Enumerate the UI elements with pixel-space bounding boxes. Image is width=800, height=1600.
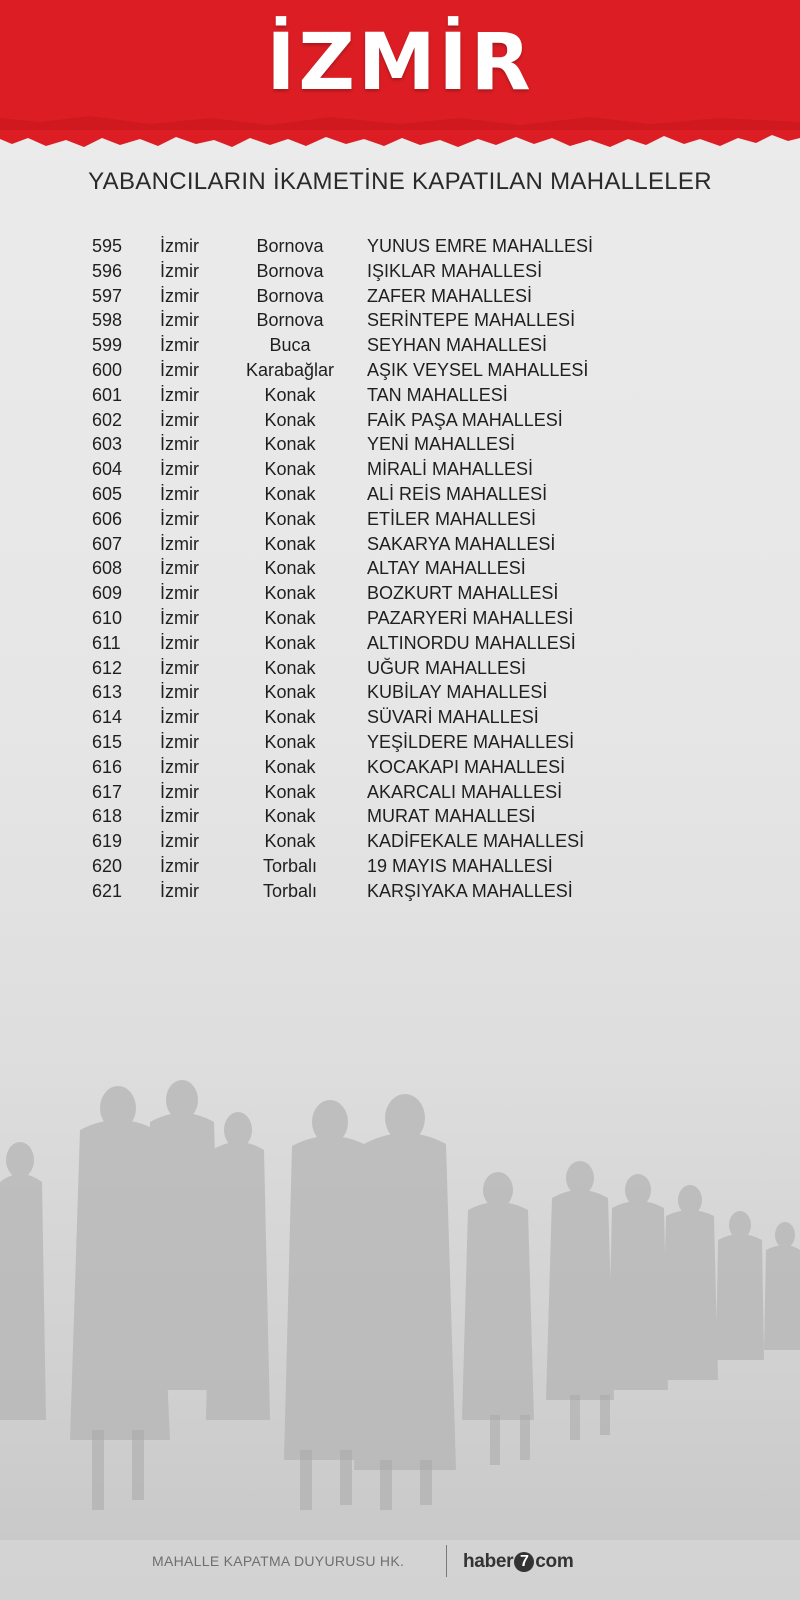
row-district: Konak [264, 434, 316, 455]
table-row [0, 284, 800, 309]
row-number: 599 [92, 335, 123, 356]
row-city: İzmir [160, 558, 199, 579]
crowd-photo-icon [0, 1060, 800, 1540]
table-row [0, 780, 800, 805]
row-district: Konak [264, 781, 316, 802]
row-city: İzmir [160, 335, 199, 356]
row-number: 615 [92, 731, 123, 752]
row-city: İzmir [160, 236, 199, 256]
row-number: 620 [92, 855, 123, 876]
header-banner [0, 0, 800, 160]
row-city: İzmir [160, 657, 199, 678]
row-district: Bornova [256, 260, 324, 281]
row-city: İzmir [160, 607, 199, 628]
row-neighborhood: BOZKURT MAHALLESİ [367, 583, 559, 604]
row-number: 604 [92, 459, 123, 480]
row-district: Konak [264, 682, 316, 703]
brand-logo-suffix: com [535, 1551, 574, 1572]
row-neighborhood: ALTAY MAHALLESİ [367, 558, 526, 579]
row-city: İzmir [160, 285, 199, 306]
row-neighborhood: KUBİLAY MAHALLESİ [367, 682, 548, 703]
row-district: Konak [264, 483, 316, 504]
row-district: Konak [264, 533, 316, 554]
row-number: 596 [92, 260, 123, 281]
table-row [0, 755, 800, 780]
row-district: Konak [264, 583, 316, 604]
row-city: İzmir [160, 409, 199, 430]
row-number: 607 [92, 533, 123, 554]
row-neighborhood: YEŞİLDERE MAHALLESİ [367, 731, 575, 752]
row-neighborhood: SAKARYA MAHALLESİ [367, 533, 556, 554]
table-row [0, 308, 800, 333]
row-number: 619 [92, 831, 123, 852]
row-city: İzmir [160, 310, 199, 331]
row-neighborhood: SÜVARİ MAHALLESİ [367, 707, 539, 728]
page-subtitle: YABANCILARIN İKAMETİNE KAPATILAN MAHALLELER [88, 168, 712, 195]
row-number: 608 [92, 558, 123, 579]
row-number: 598 [92, 310, 123, 331]
row-number: 616 [92, 756, 123, 777]
row-district: Konak [264, 731, 316, 752]
row-district: Bornova [256, 236, 324, 256]
table-row [0, 680, 800, 705]
table-row [0, 606, 800, 631]
brand-logo-digit: 7 [514, 1552, 534, 1572]
row-district: Torbalı [262, 880, 318, 901]
row-city: İzmir [160, 682, 199, 703]
row-neighborhood: KARŞIYAKA MAHALLESİ [367, 880, 573, 901]
brand-logo [463, 1551, 573, 1573]
row-number: 603 [92, 434, 123, 455]
table-row [0, 259, 800, 284]
row-city: İzmir [160, 434, 199, 455]
table-row [0, 581, 800, 606]
row-neighborhood: ALİ REİS MAHALLESİ [367, 483, 548, 504]
row-district: Konak [264, 806, 316, 827]
row-neighborhood: PAZARYERİ MAHALLESİ [367, 607, 574, 628]
row-number: 606 [92, 508, 123, 529]
row-city: İzmir [160, 459, 199, 480]
row-neighborhood: UĞUR MAHALLESİ [367, 657, 527, 678]
row-city: İzmir [160, 707, 199, 728]
row-neighborhood: IŞIKLAR MAHALLESİ [367, 260, 543, 281]
row-district: Konak [264, 508, 316, 529]
table-row [0, 532, 800, 557]
row-city: İzmir [160, 880, 199, 901]
table-row [0, 730, 800, 755]
row-number: 617 [92, 781, 123, 802]
row-number: 595 [92, 236, 123, 256]
row-neighborhood: TAN MAHALLESİ [367, 384, 508, 405]
row-city: İzmir [160, 632, 199, 653]
row-city: İzmir [160, 260, 199, 281]
table-row [0, 854, 800, 879]
row-neighborhood: ETİLER MAHALLESİ [367, 508, 537, 529]
row-number: 613 [92, 682, 123, 703]
table-row [0, 631, 800, 656]
row-neighborhood: ZAFER MAHALLESİ [367, 285, 533, 306]
row-city: İzmir [160, 483, 199, 504]
row-neighborhood: MURAT MAHALLESİ [367, 806, 536, 827]
row-number: 609 [92, 583, 123, 604]
table-row [0, 482, 800, 507]
row-district: Konak [264, 409, 316, 430]
row-number: 602 [92, 409, 123, 430]
row-district: Bornova [256, 285, 324, 306]
table-row [0, 457, 800, 482]
table-row [0, 408, 800, 433]
row-city: İzmir [160, 756, 199, 777]
city-title: İZMİR [266, 18, 534, 108]
row-city: İzmir [160, 359, 199, 380]
row-neighborhood: AŞIK VEYSEL MAHALLESİ [367, 359, 589, 380]
row-district: Konak [264, 831, 316, 852]
row-district: Konak [264, 607, 316, 628]
row-city: İzmir [160, 781, 199, 802]
row-district: Konak [264, 657, 316, 678]
row-neighborhood: KOCAKAPI MAHALLESİ [367, 756, 566, 777]
row-district: Konak [264, 384, 316, 405]
table-row [0, 656, 800, 681]
row-neighborhood: YENİ MAHALLESİ [367, 434, 516, 455]
table-row [0, 432, 800, 457]
footer-divider [446, 1545, 447, 1577]
row-neighborhood: FAİK PAŞA MAHALLESİ [367, 409, 563, 430]
row-number: 614 [92, 707, 123, 728]
table-row [0, 705, 800, 730]
table-row [0, 556, 800, 581]
row-city: İzmir [160, 855, 199, 876]
row-number: 621 [92, 880, 123, 901]
row-neighborhood: ALTINORDU MAHALLESİ [367, 632, 576, 653]
table-row [0, 333, 800, 358]
row-number: 605 [92, 483, 123, 504]
row-city: İzmir [160, 806, 199, 827]
row-number: 610 [92, 607, 123, 628]
table-row [0, 804, 800, 829]
row-district: Konak [264, 558, 316, 579]
row-district: Bornova [256, 310, 324, 331]
row-number: 600 [92, 359, 123, 380]
row-number: 597 [92, 285, 123, 306]
row-number: 611 [92, 632, 121, 653]
footer-caption: MAHALLE KAPATMA DUYURUSU HK. [152, 1553, 405, 1569]
row-neighborhood: SERİNTEPE MAHALLESİ [367, 310, 576, 331]
table-row [0, 829, 800, 854]
row-neighborhood: YUNUS EMRE MAHALLESİ [367, 236, 594, 256]
row-city: İzmir [160, 583, 199, 604]
row-city: İzmir [160, 508, 199, 529]
table-row [0, 383, 800, 408]
table-row [0, 879, 800, 904]
row-district: Konak [264, 459, 316, 480]
row-district: Konak [264, 756, 316, 777]
row-city: İzmir [160, 731, 199, 752]
row-neighborhood: AKARCALI MAHALLESİ [367, 781, 563, 802]
row-district: Karabağlar [245, 359, 335, 380]
row-district: Buca [269, 335, 311, 356]
row-number: 612 [92, 657, 123, 678]
table-row [0, 234, 800, 259]
table-row [0, 507, 800, 532]
table-row [0, 358, 800, 383]
row-neighborhood: KADİFEKALE MAHALLESİ [367, 831, 585, 852]
row-number: 601 [92, 384, 123, 405]
row-district: Torbalı [262, 855, 318, 876]
neighborhood-table [0, 234, 800, 904]
row-city: İzmir [160, 831, 199, 852]
row-city: İzmir [160, 533, 199, 554]
row-number: 618 [92, 806, 123, 827]
row-neighborhood: MİRALİ MAHALLESİ [367, 459, 534, 480]
row-city: İzmir [160, 384, 199, 405]
row-district: Konak [264, 707, 316, 728]
row-district: Konak [264, 632, 316, 653]
row-neighborhood: 19 MAYIS MAHALLESİ [367, 855, 553, 876]
row-neighborhood: SEYHAN MAHALLESİ [367, 335, 548, 356]
brand-logo-prefix: haber [463, 1551, 514, 1572]
